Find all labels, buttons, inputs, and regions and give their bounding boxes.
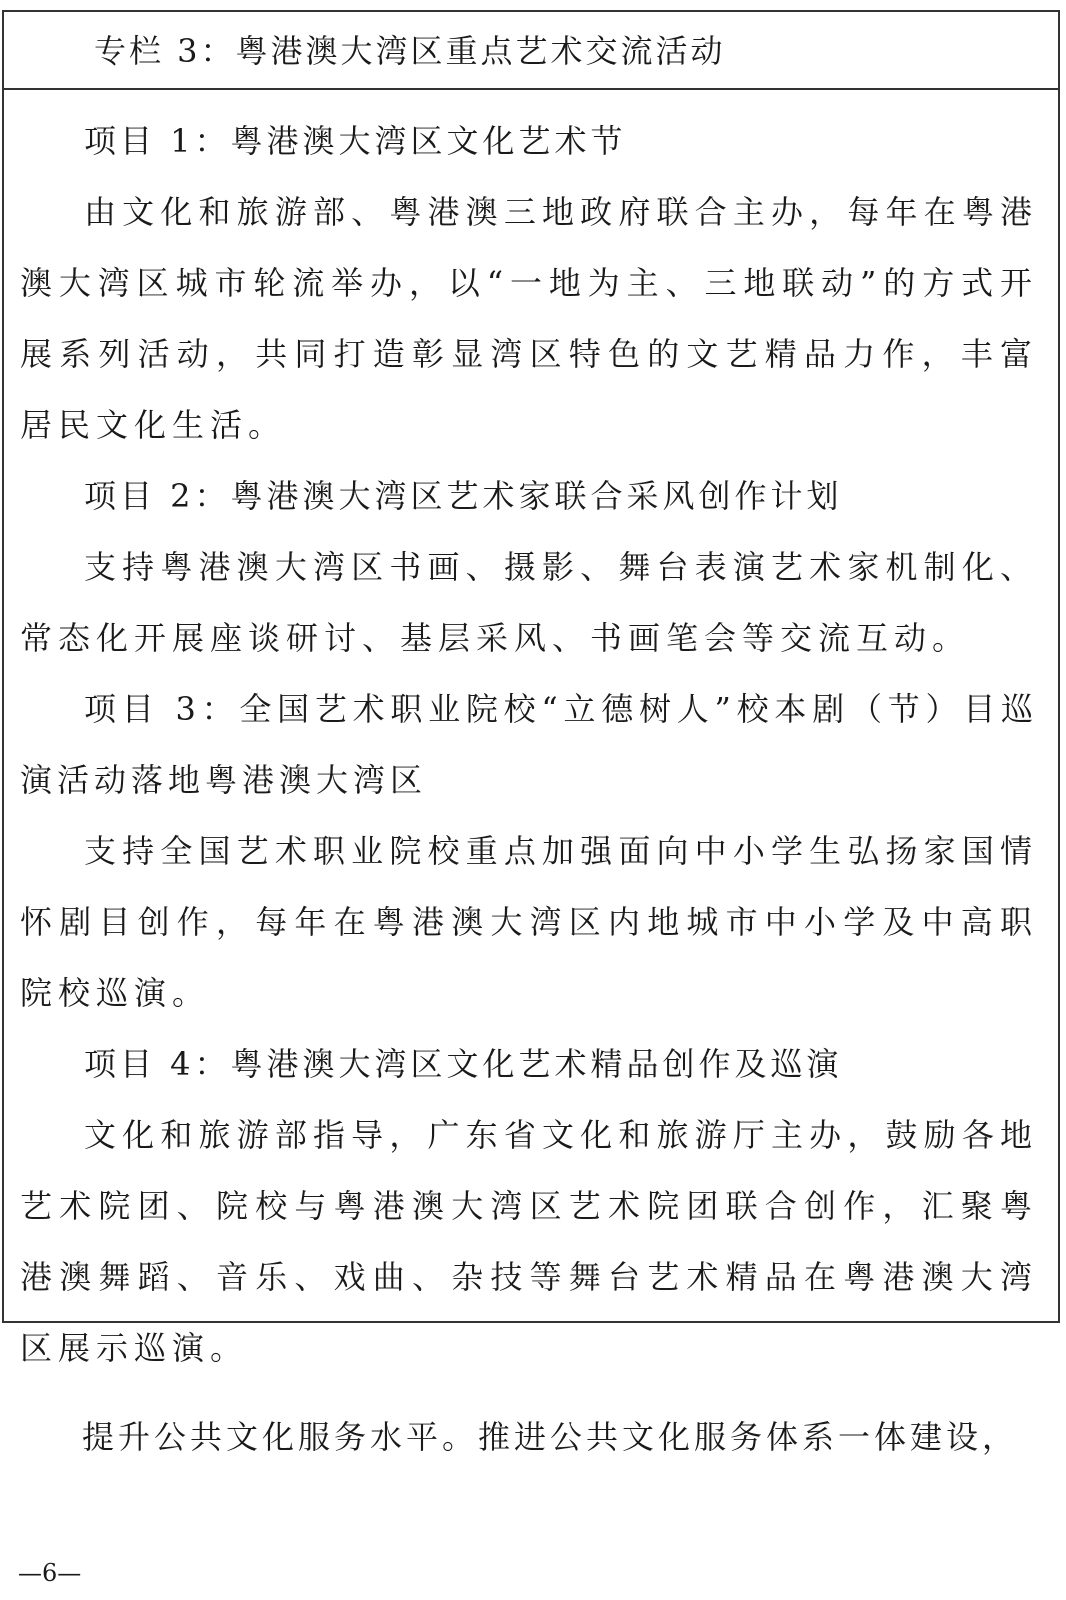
item-4-body: 文化和旅游部指导，广东省文化和旅游厅主办，鼓励各地艺术院团、院校与粤港澳大湾区艺术院团联合创作，汇聚粤港澳舞蹈、音乐、戏曲、杂技等舞台艺术精品在粤港澳大湾区展示巡演。 bbox=[20, 1116, 1038, 1367]
item-2-heading: 项目 2：粤港澳大湾区艺术家联合采风创作计划 bbox=[84, 477, 843, 515]
column-title: 专栏 3：粤港澳大湾区重点艺术交流活动 bbox=[4, 12, 1058, 90]
item-1-body: 由文化和旅游部、粤港澳三地政府联合主办，每年在粤港澳大湾区城市轮流举办，以“一地为主、三地联动”的方式开展系列活动，共同打造彰显湾区特色的文艺精品力作，丰富居民文化生活。 bbox=[20, 193, 1038, 444]
page-number: —6— bbox=[18, 1559, 82, 1587]
item-2-body: 支持粤港澳大湾区书画、摄影、舞台表演艺术家机制化、常态化开展座谈研讨、基层采风、书画笔会等交流互动。 bbox=[20, 548, 1038, 657]
item-1-heading: 项目 1：粤港澳大湾区文化艺术节 bbox=[84, 122, 627, 160]
column-body bbox=[4, 90, 1058, 1384]
item-4-heading: 项目 4：粤港澳大湾区文化艺术精品创作及巡演 bbox=[84, 1045, 843, 1083]
column-box bbox=[2, 10, 1060, 1367]
item-3-body: 支持全国艺术职业院校重点加强面向中小学生弘扬家国情怀剧目创作，每年在粤港澳大湾区内地城市中小学及中高职院校巡演。 bbox=[20, 832, 1038, 1012]
body-paragraph: 提升公共文化服务水平。推进公共文化服务体系一体建设， bbox=[82, 1418, 1019, 1456]
item-3-heading: 项目 3：全国艺术职业院校“立德树人”校本剧（节）目巡演活动落地粤港澳大湾区 bbox=[20, 690, 1038, 799]
